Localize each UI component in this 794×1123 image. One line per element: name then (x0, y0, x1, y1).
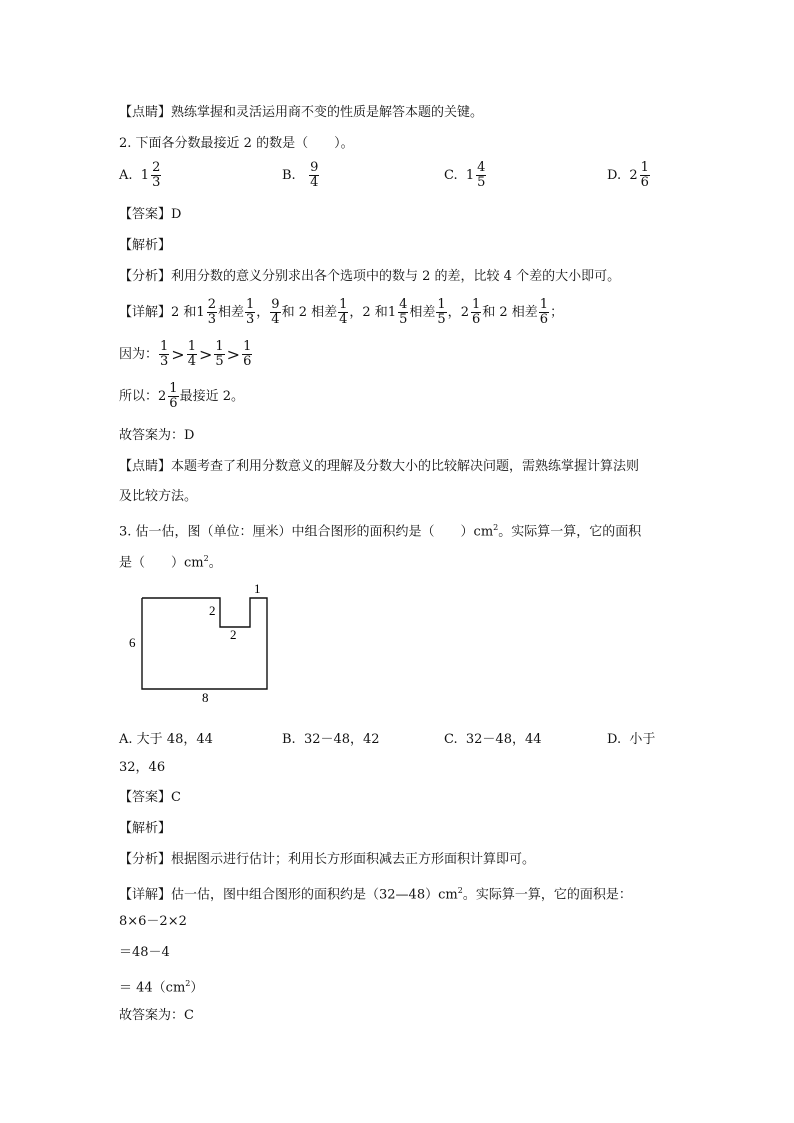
detail-text: ， (447, 305, 461, 320)
detail-tag: 【详解】 (119, 887, 172, 903)
denominator: 4 (187, 354, 196, 369)
detail-tag: 【详解】 (119, 305, 172, 320)
greater-than-sign: > (171, 344, 185, 364)
detail-text: 2 和 (171, 305, 197, 320)
q3-detail (119, 882, 632, 904)
label-left: 6 (129, 635, 136, 650)
numerator: 1 (339, 297, 348, 312)
superscript: 2 (457, 886, 463, 895)
comment-text: 熟练掌握和灵活运用商不变的性质是解答本题的关键。 (171, 105, 484, 120)
option-letter: A. (119, 732, 133, 747)
fenxi-text: 利用分数的意义分别求出各个选项中的数与 2 的差，比较 4 个差的大小即可。 (171, 269, 621, 284)
denominator: 3 (160, 354, 169, 369)
option-letter: C. (444, 168, 458, 183)
fraction (338, 298, 348, 327)
numerator: 9 (271, 297, 280, 312)
label-notch-depth: 2 (209, 603, 216, 618)
option-text: 大于 48，44 (136, 732, 213, 747)
denominator: 4 (310, 175, 319, 190)
fraction (159, 340, 169, 369)
denominator: 6 (243, 354, 252, 369)
denominator: 5 (437, 312, 446, 327)
fraction (471, 298, 481, 327)
q2-because (119, 340, 253, 369)
numerator: 1 (243, 339, 252, 354)
numerator: 1 (246, 297, 255, 312)
numerator: 1 (471, 297, 481, 312)
q3-calc-line-2: ＝48－4 (119, 945, 170, 960)
option-letter: A. (119, 168, 133, 183)
option-text: 小于 (629, 732, 656, 747)
answer-value: C (171, 790, 181, 805)
q2-comment (119, 458, 639, 476)
q3-answer (119, 789, 181, 807)
q2-detail (119, 298, 563, 327)
numerator: 1 (160, 339, 169, 354)
denominator: 5 (215, 354, 224, 369)
numerator: 1 (215, 339, 224, 354)
fraction (242, 340, 252, 369)
q3-calc-line-1: 8×6－2×2 (119, 914, 187, 929)
option-letter: B. (282, 732, 296, 747)
detail-text: ，2 和 (349, 305, 388, 320)
q2-option-b (282, 161, 320, 190)
denominator: 4 (271, 312, 280, 327)
denominator: 6 (539, 312, 549, 327)
fenxi-tag: 【分析】 (119, 852, 172, 867)
fraction (539, 298, 549, 327)
numerator: 1 (640, 160, 649, 175)
question-3-stem-line-2 (119, 550, 222, 572)
detail-text: 和 2 相差 (281, 305, 338, 320)
denominator: 5 (399, 312, 408, 327)
fraction (640, 161, 650, 190)
numerator: 4 (477, 160, 486, 175)
fraction (398, 298, 408, 327)
detail-text: ， (256, 305, 270, 320)
whole-part: 2 (629, 168, 638, 183)
label-notch-width: 2 (230, 627, 237, 642)
whole-part: 1 (196, 304, 205, 320)
detail-text: ； (550, 305, 564, 320)
denominator: 4 (339, 312, 348, 327)
option-letter: D. (607, 732, 622, 747)
q3-calc-line-3 (119, 975, 203, 997)
comment-text: 本题考查了利用分数意义的理解及分数大小的比较解决问题，需熟练掌握计算法则 (171, 459, 640, 474)
fraction (245, 298, 255, 327)
comment-line-1 (119, 104, 483, 122)
option-letter: D. (607, 168, 622, 183)
figure-outline (142, 598, 267, 689)
q2-final: 故答案为：D (119, 428, 195, 443)
detail-text: 相差 (217, 305, 244, 320)
q2-comment-cont: 及比较方法。 (119, 489, 198, 504)
question-2-stem: 2. 下面各分数最接近 2 的数是（ ）。 (119, 136, 354, 151)
superscript: 2 (203, 554, 209, 563)
q2-analysis-tag (119, 237, 171, 255)
option-text: 32－48，42 (303, 732, 380, 747)
answer-tag: 【答案】 (119, 790, 172, 805)
q3-analysis-tag (119, 820, 171, 838)
denominator: 3 (152, 175, 161, 190)
numerator: 2 (152, 160, 161, 175)
numerator: 1 (187, 339, 196, 354)
denominator: 6 (640, 175, 649, 190)
label-top-right: 1 (254, 581, 261, 596)
calc-text: ＝ 44（cm (119, 980, 186, 996)
numerator: 4 (399, 297, 408, 312)
answer-tag: 【答案】 (119, 207, 172, 222)
fenxi-tag: 【分析】 (119, 269, 172, 284)
greater-than-sign: > (226, 344, 241, 364)
stem-text: 。实际算一算，它的面积 (498, 524, 642, 540)
whole-part: 1 (140, 168, 150, 183)
denominator: 6 (169, 396, 178, 411)
q3-option-c (444, 728, 542, 747)
option-letter: C. (444, 732, 458, 747)
numerator: 2 (207, 297, 216, 312)
q2-option-d (607, 161, 651, 190)
fraction (270, 298, 280, 327)
comment-tag: 【点睛】 (119, 459, 172, 474)
because-label: 因为： (119, 347, 159, 362)
fraction (207, 298, 217, 327)
fraction (309, 161, 319, 190)
numerator: 1 (539, 297, 549, 312)
q2-option-a (119, 161, 162, 190)
comment-tag: 【点睛】 (119, 105, 172, 120)
stem-text: 。 (208, 555, 222, 571)
analysis-tag: 【解析】 (119, 821, 172, 836)
q2-option-c (444, 161, 487, 190)
analysis-tag: 【解析】 (119, 238, 172, 253)
numerator: 1 (437, 297, 446, 312)
fraction (151, 161, 161, 190)
q2-so (119, 382, 244, 411)
q2-answer (119, 206, 181, 224)
superscript: 2 (493, 523, 499, 532)
fraction (436, 298, 446, 327)
whole-part: 1 (387, 304, 397, 320)
so-label: 所以： (119, 389, 159, 404)
denominator: 6 (471, 312, 481, 327)
option-letter: B. (282, 168, 296, 183)
whole-part: 1 (465, 168, 475, 183)
denominator: 5 (477, 175, 486, 190)
detail-text: 估一估，图中组合图形的面积约是（32—48）cm (171, 887, 458, 903)
numerator: 1 (169, 381, 178, 396)
q2-fenxi (119, 268, 620, 286)
numerator: 9 (310, 160, 319, 175)
q3-final: 故答案为：C (119, 1008, 194, 1023)
fraction (168, 382, 178, 411)
q3-option-d (607, 728, 655, 747)
greater-than-sign: > (198, 344, 213, 364)
so-text: 最接近 2。 (179, 389, 244, 404)
answer-value: D (171, 207, 182, 222)
denominator: 3 (246, 312, 255, 327)
detail-text: 。实际算一算，它的面积是： (462, 887, 632, 903)
fenxi-text: 根据图示进行估计；利用长方形面积减去正方形面积计算即可。 (171, 852, 536, 867)
label-bottom: 8 (202, 690, 209, 705)
superscript: 2 (185, 979, 191, 988)
option-text: 32－48，44 (465, 732, 542, 747)
detail-text: 和 2 相差 (482, 305, 538, 320)
question-3-stem-line-1 (119, 519, 641, 541)
denominator: 3 (207, 312, 216, 327)
detail-text: 相差 (409, 305, 436, 320)
stem-text: 3. 估一估，图（单位：厘米）中组合图形的面积约是（ ）cm (119, 524, 494, 540)
fraction (214, 340, 224, 369)
composite-shape-figure (120, 580, 290, 710)
whole-part: 2 (158, 388, 167, 404)
q3-option-a (119, 728, 213, 747)
q3-fenxi (119, 851, 535, 869)
q3-option-d-cont: 32，46 (119, 760, 166, 775)
whole-part: 2 (460, 304, 469, 320)
fraction (476, 161, 486, 190)
calc-text: ） (190, 980, 204, 996)
q3-option-b (282, 728, 380, 747)
fraction (187, 340, 197, 369)
stem-text: 是（ ）cm (119, 555, 204, 571)
